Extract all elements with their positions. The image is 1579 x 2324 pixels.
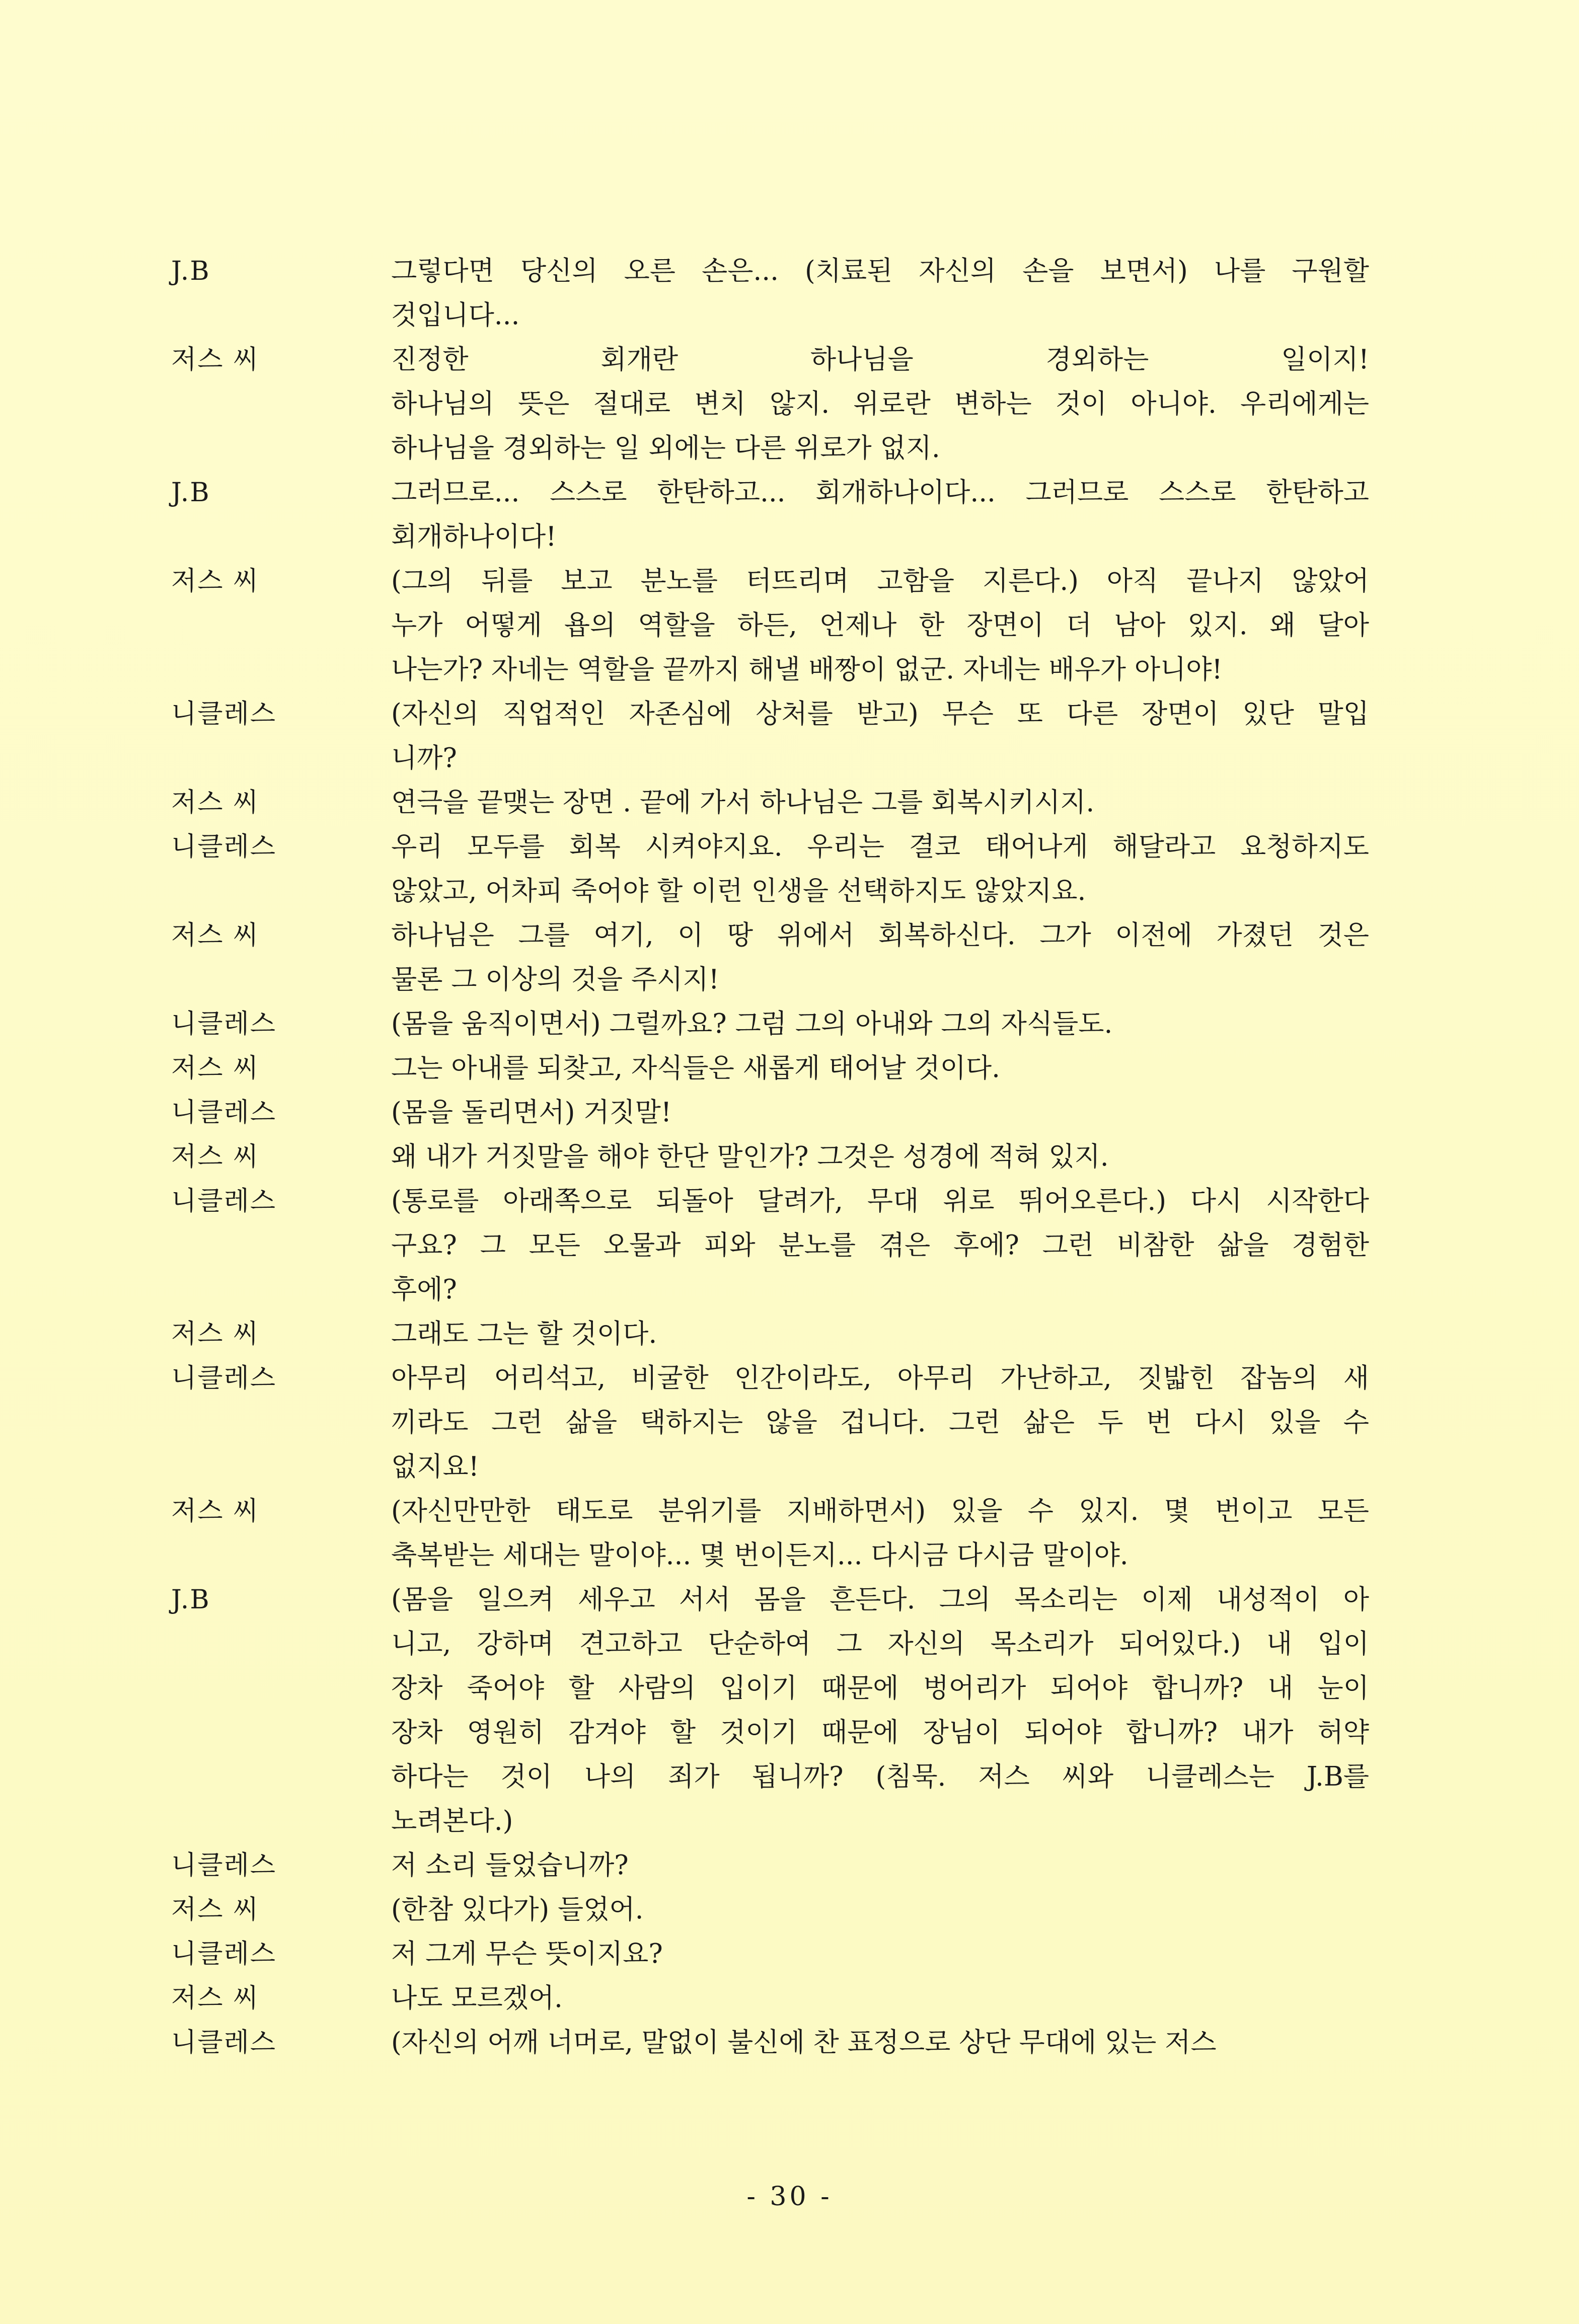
speech-text xyxy=(391,1179,1369,1312)
speech-line: 저 소리 들었습니까? xyxy=(391,1850,629,1881)
speech-line: 진정한 회개란 하나님을 경외하는 일이지! xyxy=(391,344,1369,375)
speaker-name: 니클레스 xyxy=(171,1098,276,1128)
dialogue-entry xyxy=(171,471,1369,559)
speaker-name: 저스 씨 xyxy=(171,1142,260,1172)
dialogue-entry xyxy=(171,559,1369,692)
speech-line: 물론 그 이상의 것을 주시지! xyxy=(391,964,719,995)
dialogue-entry xyxy=(171,913,1369,1002)
speech-line: 그래도 그는 할 것이다. xyxy=(391,1319,657,1349)
speech-text xyxy=(391,471,1369,559)
dialogue-entry xyxy=(171,249,1369,338)
speech-line: 후에? xyxy=(391,1274,457,1305)
speech-line: 니까? xyxy=(391,743,457,773)
speech-line: 그는 아내를 되찾고, 자식들은 새롭게 태어날 것이다. xyxy=(391,1053,1000,1083)
speech-line: 구요? 그 모든 오물과 피와 분노를 겪은 후에? 그런 비참한 삶을 경험한 xyxy=(391,1230,1369,1261)
speech-line: (몸을 일으켜 세우고 서서 몸을 흔든다. 그의 목소리는 이제 내성적이 아 xyxy=(391,1584,1369,1615)
speech-line: 니고, 강하며 견고하고 단순하여 그 자신의 목소리가 되어있다.) 내 입이 xyxy=(391,1629,1369,1659)
speaker-name: J.B xyxy=(171,256,210,286)
speaker-name: 저스 씨 xyxy=(171,566,260,596)
speaker-name: 저스 씨 xyxy=(171,1319,260,1349)
speech-line: 하나님의 뜻은 절대로 변치 않지. 위로란 변하는 것이 아니야. 우리에게는 xyxy=(391,389,1369,419)
speaker-name: 니클레스 xyxy=(171,1363,276,1393)
speech-line: (통로를 아래쪽으로 되돌아 달려가, 무대 위로 뛰어오른다.) 다시 시작한다 xyxy=(391,1186,1369,1216)
speech-text xyxy=(391,825,1369,913)
speech-line: (몸을 움직이면서) 그럴까요? 그럼 그의 아내와 그의 자식들도. xyxy=(391,1009,1113,1039)
speech-line: 우리 모두를 회복 시켜야지요. 우리는 결코 태어나게 해달라고 요청하지도 xyxy=(391,831,1369,862)
speech-line: 하다는 것이 나의 죄가 됩니까? (침묵. 저스 씨와 니클레스는 J.B를 xyxy=(391,1761,1369,1792)
speech-line: 왜 내가 거짓말을 해야 한단 말인가? 그것은 성경에 적혀 있지. xyxy=(391,1141,1109,1172)
speech-text xyxy=(391,1002,1369,1046)
speaker-name: 저스 씨 xyxy=(171,1895,260,1925)
speech-line: (자신의 어깨 너머로, 말없이 불신에 찬 표정으로 상단 무대에 있는 저스 xyxy=(391,2027,1217,2058)
speech-line: 아무리 어리석고, 비굴한 인간이라도, 아무리 가난하고, 짓밟힌 잡놈의 새 xyxy=(391,1363,1369,1393)
speaker-name: 저스 씨 xyxy=(171,788,260,818)
speech-line: 장차 영원히 감겨야 할 것이기 때문에 장님이 되어야 합니까? 내가 허약 xyxy=(391,1717,1369,1748)
speech-line: 끼라도 그런 삶을 택하지는 않을 겁니다. 그런 삶은 두 번 다시 있을 수 xyxy=(391,1407,1369,1438)
dialogue-entry xyxy=(171,1976,1369,2021)
speech-line: 장차 죽어야 할 사람의 입이기 때문에 벙어리가 되어야 합니까? 내 눈이 xyxy=(391,1673,1369,1703)
dialogue-entry xyxy=(171,825,1369,913)
dialogue-entry xyxy=(171,1843,1369,1888)
speech-line: (자신의 직업적인 자존심에 상처를 받고) 무슨 또 다른 장면이 있단 말입 xyxy=(391,699,1369,729)
speech-text xyxy=(391,1578,1369,1843)
speech-line: 없지요! xyxy=(391,1451,479,1482)
speech-text xyxy=(391,1135,1369,1179)
speech-text xyxy=(391,249,1369,338)
speaker-name: 니클레스 xyxy=(171,2028,276,2058)
speech-line: 나도 모르겠어. xyxy=(391,1983,563,2013)
dialogue-entry xyxy=(171,1489,1369,1578)
speech-line: 노려본다.) xyxy=(391,1806,513,1836)
dialogue-entry xyxy=(171,1356,1369,1489)
speech-text xyxy=(391,1932,1369,1976)
speech-line: (몸을 돌리면서) 거짓말! xyxy=(391,1097,672,1128)
speech-text xyxy=(391,781,1369,825)
speaker-name: J.B xyxy=(171,478,210,508)
speaker-name: 니클레스 xyxy=(171,699,276,729)
speech-text xyxy=(391,1888,1369,1932)
speech-text xyxy=(391,1976,1369,2021)
dialogue-entry xyxy=(171,1002,1369,1046)
speaker-name: 저스 씨 xyxy=(171,345,260,375)
dialogue-entry xyxy=(171,1578,1369,1843)
speech-line: 회개하나이다! xyxy=(391,521,557,552)
speech-text xyxy=(391,559,1369,692)
dialogue-entry xyxy=(171,692,1369,781)
speech-line: 그러므로... 스스로 한탄하고... 회개하나이다... 그러므로 스스로 한탄하고 xyxy=(391,477,1369,508)
speech-text xyxy=(391,338,1369,471)
speaker-name: 저스 씨 xyxy=(171,1496,260,1526)
speech-line: 누가 어떻게 욥의 역할을 하든, 언제나 한 장면이 더 남아 있지. 왜 달아 xyxy=(391,610,1369,641)
speech-text xyxy=(391,1046,1369,1091)
speaker-name: 저스 씨 xyxy=(171,1983,260,2013)
speech-text xyxy=(391,913,1369,1002)
speech-line: (한참 있다가) 들었어. xyxy=(391,1894,644,1925)
speech-line: 하나님을 경외하는 일 외에는 다른 위로가 없지. xyxy=(391,433,940,463)
speech-line: 그렇다면 당신의 오른 손은... (치료된 자신의 손을 보면서) 나를 구원할 xyxy=(391,256,1369,286)
dialogue-entry xyxy=(171,338,1369,471)
speech-text xyxy=(391,2021,1369,2065)
speaker-name: 니클레스 xyxy=(171,1850,276,1881)
speech-line: 하나님은 그를 여기, 이 땅 위에서 회복하신다. 그가 이전에 가졌던 것은 xyxy=(391,920,1369,951)
speech-line: 것입니다... xyxy=(391,300,520,331)
speaker-name: 니클레스 xyxy=(171,1186,276,1216)
speaker-name: J.B xyxy=(171,1585,210,1615)
page-number: - 30 - xyxy=(746,2182,833,2212)
speech-text xyxy=(391,1489,1369,1578)
speech-text xyxy=(391,1312,1369,1356)
speech-line: 연극을 끝맺는 장면 . 끝에 가서 하나님은 그를 회복시키시지. xyxy=(391,787,1095,818)
dialogue-entry xyxy=(171,1888,1369,1932)
dialogue-entry xyxy=(171,1046,1369,1091)
speech-text xyxy=(391,1091,1369,1135)
speech-line: 나는가? 자네는 역할을 끝까지 해낼 배짱이 없군. 자네는 배우가 아니야! xyxy=(391,654,1223,685)
speaker-name: 니클레스 xyxy=(171,832,276,862)
speaker-name: 니클레스 xyxy=(171,1009,276,1039)
dialogue-entry xyxy=(171,1179,1369,1312)
speech-line: (그의 뒤를 보고 분노를 터뜨리며 고함을 지른다.) 아직 끝나지 않았어 xyxy=(391,566,1369,596)
speech-line: 않았고, 어차피 죽어야 할 이런 인생을 선택하지도 않았지요. xyxy=(391,876,1086,906)
speaker-name: 저스 씨 xyxy=(171,920,260,951)
speech-line: (자신만만한 태도로 분위기를 지배하면서) 있을 수 있지. 몇 번이고 모든 xyxy=(391,1496,1369,1526)
speech-text xyxy=(391,692,1369,781)
speech-line: 저 그게 무슨 뜻이지요? xyxy=(391,1939,663,1969)
script-dialogue xyxy=(171,249,1369,2065)
speaker-name: 니클레스 xyxy=(171,1939,276,1969)
speech-line: 축복받는 세대는 말이야... 몇 번이든지... 다시금 다시금 말이야. xyxy=(391,1540,1129,1571)
dialogue-entry xyxy=(171,781,1369,825)
speaker-name: 저스 씨 xyxy=(171,1053,260,1083)
dialogue-entry xyxy=(171,1312,1369,1356)
speech-text xyxy=(391,1843,1369,1888)
speech-text xyxy=(391,1356,1369,1489)
dialogue-entry xyxy=(171,1091,1369,1135)
dialogue-entry xyxy=(171,2021,1369,2065)
dialogue-entry xyxy=(171,1932,1369,1976)
dialogue-entry xyxy=(171,1135,1369,1179)
